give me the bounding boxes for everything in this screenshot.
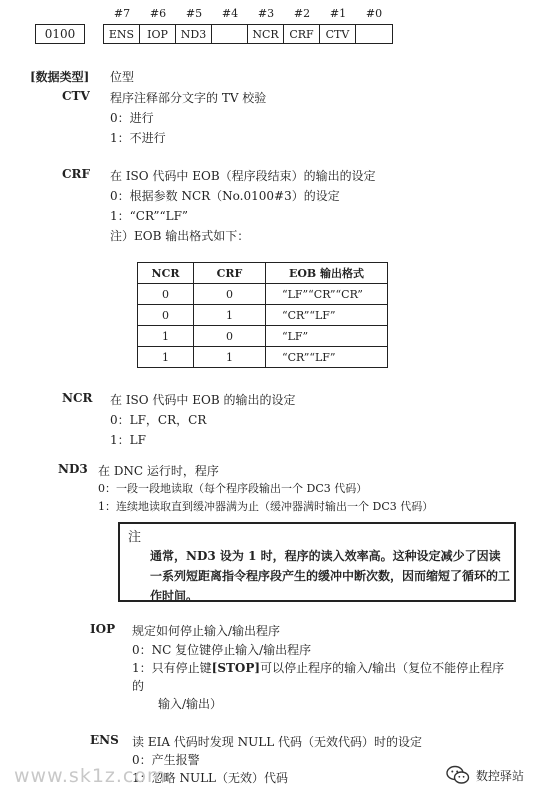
table-header-eob: EOB 输出格式 xyxy=(266,263,388,284)
note-box xyxy=(118,522,516,602)
iop-option-1-text: 可以停止程序的输入/输出（复位不能停止程序 xyxy=(260,661,505,675)
nd3-option-1: 1：连续地读取直到缓冲器满为止（缓冲器满时输出一个 DC3 代码） xyxy=(98,500,434,513)
brand-watermark xyxy=(446,765,524,785)
table-header-crf: CRF xyxy=(194,263,266,284)
ctv-name: CTV xyxy=(62,89,90,103)
ctv-option-0: 0：进行 xyxy=(110,111,154,125)
note-body: 通常，ND3 设为 1 时，程序的读入效率高。这种设定减少了因读一系列短距离指令程序段产生的缓冲中断次数，因而缩短了循环的工作时间。 xyxy=(150,549,511,603)
table-row xyxy=(138,284,388,305)
table-cell: “CR”“LF” xyxy=(266,305,388,326)
table-cell: 0 xyxy=(138,305,194,326)
iop-desc: 规定如何停止输入/输出程序 xyxy=(132,624,281,638)
brand-name: 数控驿站 xyxy=(476,768,525,783)
ctv-option-1: 1：不进行 xyxy=(110,131,166,145)
bit-number-6: #6 xyxy=(149,7,167,20)
table-cell: 1 xyxy=(138,326,194,347)
table-header-ncr: NCR xyxy=(138,263,194,284)
bit-number-4: #4 xyxy=(221,7,239,20)
table-cell: 0 xyxy=(138,284,194,305)
bit-number-3: #3 xyxy=(257,7,275,20)
bit-number-1: #1 xyxy=(329,7,347,20)
data-type-label: [数据类型] xyxy=(30,70,90,84)
note-title: 注 xyxy=(128,530,142,545)
stop-key-label: [STOP] xyxy=(211,661,261,675)
iop-option-1-wrap: 的 xyxy=(132,679,145,693)
crf-option-0: 0：根据参数 NCR（No.0100#3）的设定 xyxy=(110,189,340,203)
bit-7-cell: ENS xyxy=(104,25,140,43)
nd3-option-0: 0：一段一段地读取（每个程序段输出一个 DC3 代码） xyxy=(98,482,368,495)
bit-4-cell xyxy=(212,25,248,43)
table-cell: 1 xyxy=(138,347,194,368)
ens-option-1: 1：忽略 NULL（无效）代码 xyxy=(132,771,289,785)
bit-number-0: #0 xyxy=(365,7,383,20)
ctv-desc: 程序注释部分文字的 TV 校验 xyxy=(110,91,267,105)
bit-2-cell: CRF xyxy=(284,25,320,43)
ncr-option-0: 0：LF，CR，CR xyxy=(110,413,207,427)
table-cell: 1 xyxy=(194,305,266,326)
table-cell: 0 xyxy=(194,284,266,305)
ncr-option-1: 1：LF xyxy=(110,433,146,447)
ncr-name: NCR xyxy=(62,391,93,405)
iop-option-1-prefix: 1：只有停止键 xyxy=(132,661,212,675)
iop-option-1-end: 输入/输出） xyxy=(158,697,223,711)
bit-1-cell: CTV xyxy=(320,25,356,43)
bit-field-row xyxy=(103,24,393,44)
table-row xyxy=(138,347,388,368)
crf-note: 注）EOB 输出格式如下： xyxy=(110,229,250,243)
eob-format-table xyxy=(137,262,388,368)
site-watermark: www.sk1z.com xyxy=(14,765,167,787)
table-row xyxy=(138,305,388,326)
ens-option-0: 0：产生报警 xyxy=(132,753,200,767)
table-cell: “LF”“CR”“CR” xyxy=(266,284,388,305)
bit-number-2: #2 xyxy=(293,7,311,20)
bit-number-5: #5 xyxy=(185,7,203,20)
iop-option-0: 0：NC 复位键停止输入/输出程序 xyxy=(132,643,312,657)
crf-option-1: 1：“CR”“LF” xyxy=(110,209,189,223)
table-cell: “LF” xyxy=(266,326,388,347)
ens-desc: 读 EIA 代码时发现 NULL 代码（无效代码）时的设定 xyxy=(132,735,422,749)
bit-0-cell xyxy=(356,25,392,43)
table-row xyxy=(138,326,388,347)
parameter-number-box: 0100 xyxy=(35,24,85,44)
ncr-desc: 在 ISO 代码中 EOB 的输出的设定 xyxy=(110,393,296,407)
bit-6-cell: IOP xyxy=(140,25,176,43)
nd3-name: ND3 xyxy=(58,462,88,476)
crf-desc: 在 ISO 代码中 EOB（程序段结束）的输出的设定 xyxy=(110,169,376,183)
table-cell: “CR”“LF” xyxy=(266,347,388,368)
table-cell: 0 xyxy=(194,326,266,347)
data-type-value: 位型 xyxy=(110,70,135,84)
iop-option-1 xyxy=(132,659,504,676)
bit-5-cell: ND3 xyxy=(176,25,212,43)
nd3-desc: 在 DNC 运行时，程序 xyxy=(98,464,219,478)
wechat-icon xyxy=(446,765,470,785)
crf-name: CRF xyxy=(62,167,91,181)
iop-name: IOP xyxy=(90,622,116,636)
bit-number-7: #7 xyxy=(113,7,131,20)
bit-3-cell: NCR xyxy=(248,25,284,43)
table-cell: 1 xyxy=(194,347,266,368)
table-header-row xyxy=(138,263,388,284)
ens-name: ENS xyxy=(90,733,119,747)
